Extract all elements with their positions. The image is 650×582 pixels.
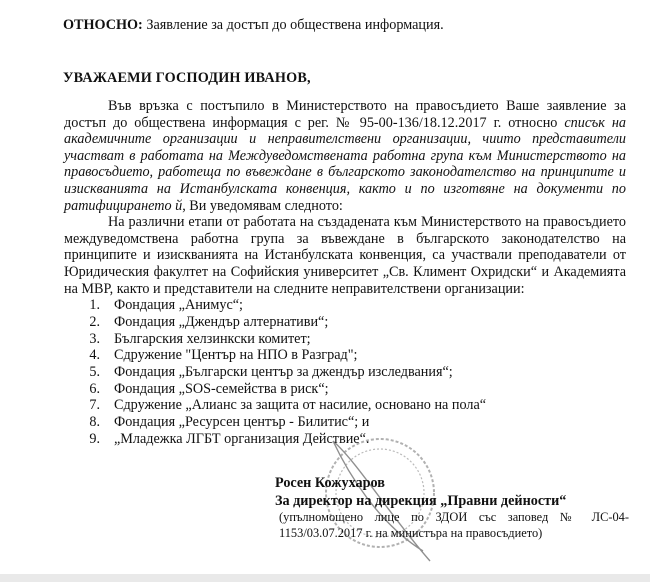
letter-body [64, 98, 629, 541]
list-item-text: Фондация „Български център за джендър изследвания“; [114, 363, 453, 380]
list-item-number: 7. [89, 397, 100, 414]
signature-block [275, 475, 626, 510]
signatory-name: Росен Кожухаров [275, 475, 385, 492]
list-item-number: 4. [89, 347, 100, 364]
subject-label: ОТНОСНО: [63, 17, 143, 33]
list-item [64, 347, 626, 364]
paragraph-answer: На различни етапи от работата на създадената към Министерството на правосъдието междуведомствена работна група за въвеждане в българското законодателство на принципите и изискванията на Истанбулската конвенция, са участвали преподаватели от Юридическия факултет на Софийския университет „Св. Климент Охридски“ и Академията на МВР, както и представители на следните неправителствени организации: [64, 214, 626, 297]
list-item-number: 1. [89, 297, 100, 314]
list-item-text: „Младежка ЛГБТ организация Действие“. [114, 430, 370, 447]
list-item [64, 314, 626, 331]
paragraph-outro: , Ви уведомявам следното: [182, 197, 343, 214]
list-item-number: 9. [89, 430, 100, 447]
list-item-number: 8. [89, 414, 100, 431]
list-item-text: Фондация „SOS-семейства в риск“; [114, 380, 329, 397]
paragraph-request [64, 98, 626, 214]
list-item-number: 6. [89, 380, 100, 397]
list-item-number: 2. [89, 313, 100, 330]
list-item [64, 397, 626, 414]
subject-text: Заявление за достъп до обществена информация. [142, 17, 444, 33]
list-item-number: 3. [89, 330, 100, 347]
list-item-text: Сдружение "Център на НПО в Разград"; [114, 347, 358, 364]
list-item-text: Българския хелзинкски комитет; [114, 330, 311, 347]
list-item [64, 381, 626, 398]
list-item [64, 297, 626, 314]
paragraph-request-subject: списък на академичните организации и неправителствени организации, чиито представители участват в работата на Междуведомствената работна група към Министерството на правосъдието, работеща по въвеждане в българското законодателство на принципите и изискванията на Истанбулската конвенция, както и по изготвяне на документи по ратифицирането й [64, 114, 626, 214]
subject-line [63, 17, 444, 34]
bottom-edge [0, 574, 650, 582]
organizations-list [64, 297, 626, 447]
signatory-authorization-note: (упълномощено лице по ЗДОИ със заповед № ЛС-04-1153/03.07.2017 г. на министъра на правосъдието) [279, 510, 629, 540]
list-item-text: Фондация „Джендър алтернативи“; [114, 313, 329, 330]
list-item [64, 414, 626, 431]
salutation: УВАЖАЕМИ ГОСПОДИН ИВАНОВ, [63, 70, 311, 86]
signature-area [64, 475, 629, 541]
list-item [64, 364, 626, 381]
paragraph-intro: Във връзка с постъпило в Министерството на правосъдието Ваше заявление за достъп до обществена информация с рег. № 95-00-136/18.12.2017 г. относно [64, 98, 626, 131]
list-item-number: 5. [89, 363, 100, 380]
list-item-text: Сдружение „Алианс за защита от насилие, основано на пола“ [114, 397, 487, 414]
list-item [64, 331, 626, 348]
signatory-title: За директор на дирекция „Правни дейности“ [275, 492, 567, 509]
list-item-text: Фондация „Ресурсен център - Билитис“; и [114, 414, 370, 431]
list-item-text: Фондация „Анимус“; [114, 297, 244, 314]
